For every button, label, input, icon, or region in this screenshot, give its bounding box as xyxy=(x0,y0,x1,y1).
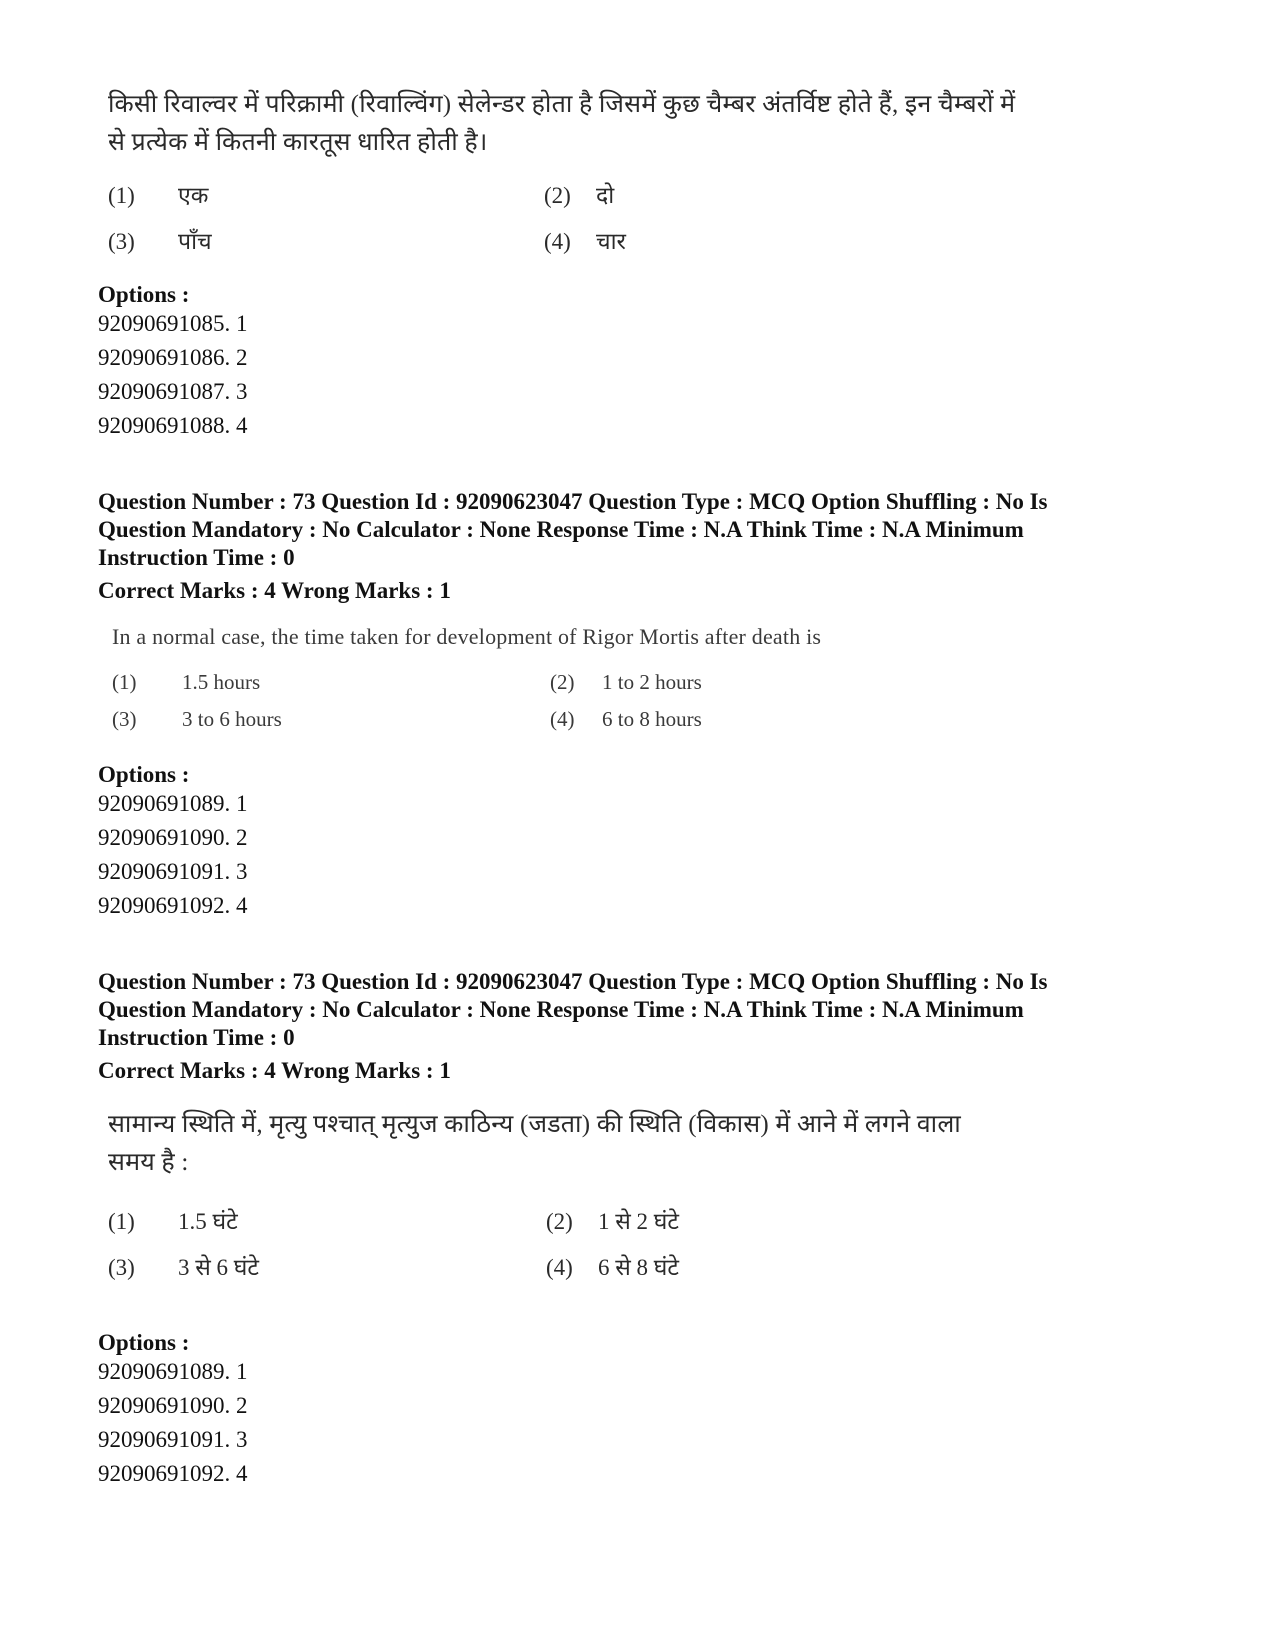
options-title: Options : xyxy=(98,282,190,307)
question-1-image xyxy=(108,86,1015,162)
option-line: 92090691090. 2 xyxy=(98,825,248,850)
option-line: 92090691089. 1 xyxy=(98,791,248,816)
question-meta-line-2: Question Mandatory : No Calculator : None Response Time : N.A Think Time : N.A Minimum xyxy=(98,997,1024,1022)
question-1-options xyxy=(98,282,1208,443)
option-line: 92090691089. 1 xyxy=(98,1359,248,1384)
question-1-choice-1: (1) एक xyxy=(108,183,209,208)
question-3-options xyxy=(98,1330,1208,1491)
option-line: 92090691085. 1 xyxy=(98,311,248,336)
question-2-choice-4: (4) 6 to 8 hours xyxy=(550,707,702,731)
question-1-choice-3: (3) पाँच xyxy=(108,229,212,254)
question-3-choice-3: (3) 3 से 6 घंटे xyxy=(108,1255,259,1280)
question-2-choice-1: (1) 1.5 hours xyxy=(112,670,261,694)
question-3-choice-4: (4) 6 से 8 घंटे xyxy=(546,1255,679,1280)
option-line: 92090691091. 3 xyxy=(98,1427,248,1452)
question-meta-line-3: Instruction Time : 0 xyxy=(98,545,295,570)
question-1-choice-2: (2) दो xyxy=(544,183,615,208)
question-1-stem-line-2: से प्रत्येक में कितनी कारतूस धारित होती है। xyxy=(108,129,488,156)
option-line: 92090691086. 2 xyxy=(98,345,248,370)
option-line: 92090691091. 3 xyxy=(98,859,248,884)
question-2-choice-3: (3) 3 to 6 hours xyxy=(112,707,282,731)
question-2-choice-2: (2) 1 to 2 hours xyxy=(550,670,702,694)
option-line: 92090691092. 4 xyxy=(98,893,248,918)
option-line: 92090691092. 4 xyxy=(98,1461,248,1486)
question-2-header xyxy=(98,488,1208,604)
question-meta-line-1: Question Number : 73 Question Id : 92090623047 Question Type : MCQ Option Shuffling : No Is xyxy=(98,489,1048,514)
question-3-choice-1: (1) 1.5 घंटे xyxy=(108,1209,238,1234)
question-2-options xyxy=(98,762,1208,923)
question-1-stem-line-1: किसी रिवाल्वर में परिक्रामी (रिवाल्विंग) सेलेन्डर होता है जिसमें कुछ चैम्बर अंतर्विष्ट होते हैं, इन चैम्बरों में xyxy=(108,91,1016,118)
question-meta-line-2: Question Mandatory : No Calculator : None Response Time : N.A Think Time : N.A Minimum xyxy=(98,517,1024,542)
question-2-image xyxy=(112,618,821,656)
question-meta-line-1: Question Number : 73 Question Id : 92090623047 Question Type : MCQ Option Shuffling : No Is xyxy=(98,969,1048,994)
option-line: 92090691087. 3 xyxy=(98,379,248,404)
question-meta-line-3: Instruction Time : 0 xyxy=(98,1025,295,1050)
question-3-stem-line-1: सामान्य स्थिति में, मृत्यु पश्चात् मृत्युज काठिन्य (जडता) की स्थिति (विकास) में आने में लगने वाला xyxy=(108,1111,961,1138)
option-line: 92090691088. 4 xyxy=(98,413,248,438)
question-2-stem: In a normal case, the time taken for development of Rigor Mortis after death is xyxy=(112,624,822,649)
question-marks: Correct Marks : 4 Wrong Marks : 1 xyxy=(98,578,451,603)
question-1-choice-4: (4) चार xyxy=(544,229,626,254)
options-title: Options : xyxy=(98,1330,190,1355)
options-title: Options : xyxy=(98,762,190,787)
question-3-stem-line-2: समय है : xyxy=(108,1149,189,1176)
option-line: 92090691090. 2 xyxy=(98,1393,248,1418)
question-3-choice-2: (2) 1 से 2 घंटे xyxy=(546,1209,679,1234)
question-3-header xyxy=(98,968,1208,1084)
question-3-image xyxy=(108,1106,961,1182)
question-marks: Correct Marks : 4 Wrong Marks : 1 xyxy=(98,1058,451,1083)
